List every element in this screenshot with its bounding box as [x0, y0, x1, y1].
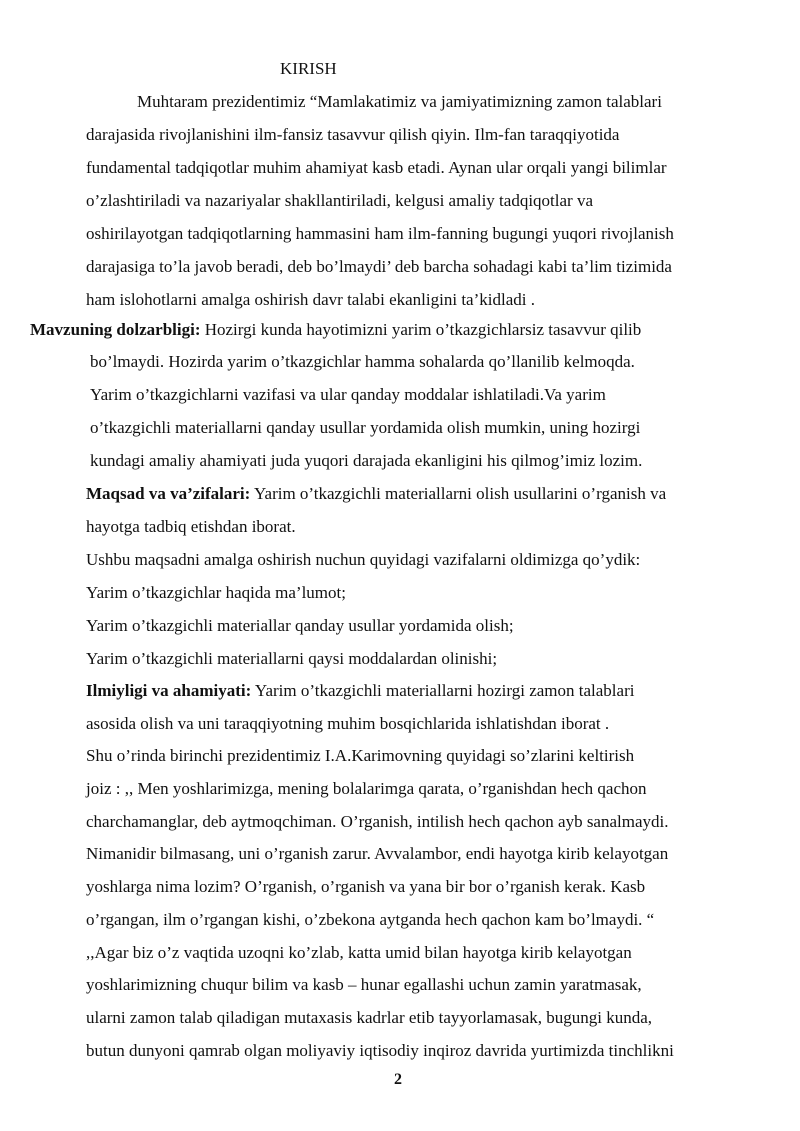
- goal-line: [86, 483, 666, 505]
- science-line: [86, 680, 634, 702]
- intro-line: ham islohotlarni amalga oshirish davr talabi ekanligini ta’kidladi .: [86, 290, 535, 309]
- intro-line: darajasida rivojlanishini ilm-fansiz tasavvur qilish qiyin. Ilm-fan taraqqiyotida: [86, 125, 620, 144]
- science-line: Shu o’rinda birinchi prezidentimiz I.A.Karimovning quyidagi so’zlarini keltirish: [86, 746, 635, 765]
- science-line: yoshlarga nima lozim? O’rganish, o’rganish va yana bir bor o’rganish kerak. Kasb: [86, 877, 646, 896]
- science-line: o’rgangan, ilm o’rgangan kishi, o’zbekona aytganda hech qachon kam bo’lmaydi. “: [86, 910, 655, 929]
- relevance-line: o’tkazgichli materiallarni qanday usullar yordamida olish mumkin, uning hozirgi: [90, 418, 641, 437]
- intro-line: o’zlashtiriladi va nazariyalar shakllantiriladi, kelgusi amaliy tadqiqotlar va: [86, 191, 593, 210]
- science-line: ,,Agar biz o’z vaqtida uzoqni ko’zlab, katta umid bilan hayotga kirib kelayotgan: [86, 943, 632, 962]
- relevance-text: Hozirgi kunda hayotimizni yarim o’tkazgichlarsiz tasavvur qilib: [200, 320, 642, 339]
- goal-line: Yarim o’tkazgichlar haqida ma’lumot;: [86, 583, 346, 602]
- science-line: charchamanglar, deb aytmoqchiman. O’rganish, intilish hech qachon ayb sanalmaydi.: [86, 812, 669, 831]
- relevance-heading: Mavzuning dolzarbligi:: [30, 320, 201, 339]
- science-heading: Ilmiyligi va ahamiyati:: [86, 681, 252, 700]
- goal-line: Yarim o’tkazgichli materiallarni qaysi moddalardan olinishi;: [86, 649, 498, 668]
- science-line: ularni zamon talab qiladigan mutaxasis kadrlar etib tayyorlamasak, bugungi kunda,: [86, 1008, 653, 1027]
- relevance-line: [30, 319, 641, 341]
- relevance-line: kundagi amaliy ahamiyati juda yuqori darajada ekanligini his qilmog’imiz lozim.: [90, 451, 643, 470]
- page-title: KIRISH: [280, 59, 337, 78]
- science-line: yoshlarimizning chuqur bilim va kasb – hunar egallashi uchun zamin yaratmasak,: [86, 975, 642, 994]
- science-line: butun dunyoni qamrab olgan moliyaviy iqtisodiy inqiroz davrida yurtimizda tinchlikni: [86, 1041, 674, 1060]
- relevance-line: Yarim o’tkazgichlarni vazifasi va ular qanday moddalar ishlatiladi.Va yarim: [90, 385, 606, 404]
- intro-line: darajasiga to’la javob beradi, deb bo’lmaydi’ deb barcha sohadagi kabi ta’lim tizimida: [86, 257, 672, 276]
- science-line: asosida olish va uni taraqqiyotning muhim bosqichlarida ishlatishdan iborat .: [86, 714, 610, 733]
- goal-line: Yarim o’tkazgichli materiallar qanday usullar yordamida olish;: [86, 616, 514, 635]
- relevance-line: bo’lmaydi. Hozirda yarim o’tkazgichlar hamma sohalarda qo’llanilib kelmoqda.: [90, 352, 635, 371]
- goal-heading: Maqsad va va’zifalari:: [86, 484, 251, 503]
- science-line: joiz : ,, Men yoshlarimizga, mening bolalarimga qarata, o’rganishdan hech qachon: [86, 779, 647, 798]
- science-line: Nimanidir bilmasang, uni o’rganish zarur. Avvalambor, endi hayotga kirib kelayotgan: [86, 844, 669, 863]
- science-text: Yarim o’tkazgichli materiallarni hozirgi zamon talablari: [251, 681, 635, 700]
- intro-line: oshirilayotgan tadqiqotlarning hammasini ham ilm-fanning bugungi yuqori rivojlanish: [86, 224, 674, 243]
- goal-line: hayotga tadbiq etishdan iborat.: [86, 517, 296, 536]
- intro-line: Muhtaram prezidentimiz “Mamlakatimiz va jamiyatimizning zamon talablari: [137, 92, 662, 111]
- goal-line: Ushbu maqsadni amalga oshirish nuchun quyidagi vazifalarni oldimizga qo’ydik:: [86, 550, 641, 569]
- goal-text: Yarim o’tkazgichli materiallarni olish usullarini o’rganish va: [250, 484, 667, 503]
- intro-line: fundamental tadqiqotlar muhim ahamiyat kasb etadi. Aynan ular orqali yangi bilimlar: [86, 158, 667, 177]
- page-number: 2: [394, 1071, 402, 1088]
